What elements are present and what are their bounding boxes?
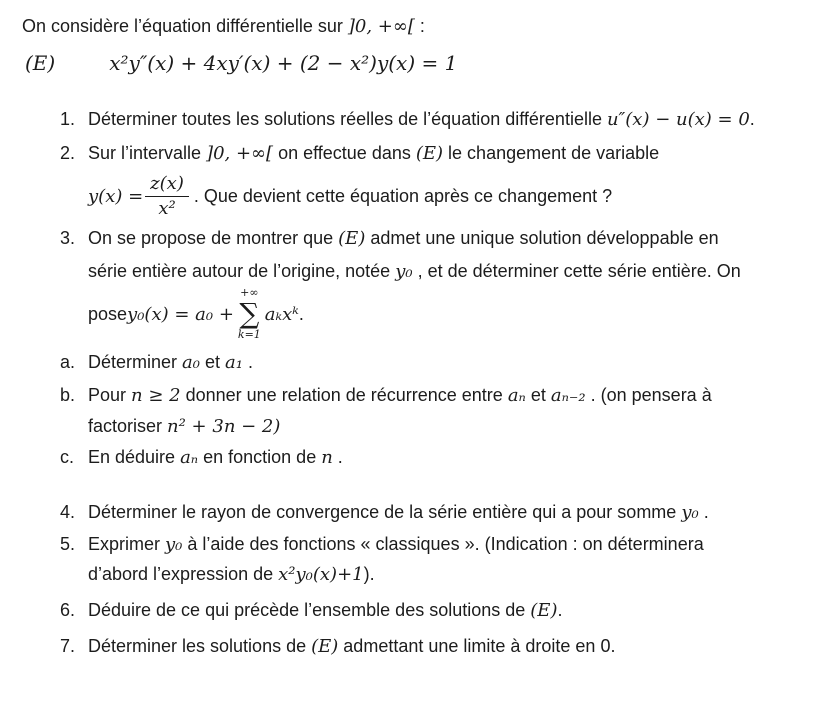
text-segment: Exprimer [88,534,166,554]
math-segment: y₀ [681,502,699,523]
item-number: 4. [60,502,76,522]
item-number: 7. [60,636,76,656]
text-segment: et [525,385,551,405]
text-segment: admet une unique solution développable en [365,228,719,248]
math-segment: aₙ₋₂ [550,385,586,406]
equation-E-line [22,50,810,76]
text-segment: en fonction de [198,447,322,467]
text-segment: . [242,352,253,372]
list-item-c [22,444,810,471]
list-item-7 [22,633,810,660]
text-segment: à l’aide des fonctions « classiques ». (Indication : on déterminera [182,534,704,554]
math-segment: a₁ [225,352,243,373]
list-item-b-line-2 [22,413,810,440]
list-item-4 [22,499,810,526]
math-segment: y(x) = [88,186,144,207]
item-number: 5. [60,534,76,554]
math-segment: (E) [338,228,366,249]
fraction-z-over-x2 [145,173,189,220]
math-segment: n² + 3n − 2) [167,416,281,437]
item-number: 2. [60,143,76,163]
text-segment: Déterminer [88,352,183,372]
text-segment: d’abord l’expression de [88,564,279,584]
math-segment: (E) [415,143,444,164]
math-segment: a₀ [182,352,200,373]
list-item-2-line-1 [22,140,810,167]
list-item-3-line-3 [22,287,810,341]
item-number: 3. [60,228,76,248]
list-item-5-line-2 [22,561,810,588]
item-number: 1. [60,109,76,129]
fraction-numerator: z(x) [145,173,189,197]
math-segment: aₙ [507,385,526,406]
text-segment: On se propose de montrer que [88,228,339,248]
summation-symbol [238,287,261,341]
text-segment: : [414,16,425,36]
math-interval: ]0, +∞[ [347,16,415,37]
math-segment: n ≥ 2 [131,385,181,406]
text-segment: série entière autour de l’origine, notée [88,261,396,281]
text-segment: Déterminer toutes les solutions réelles de l’équation différentielle [88,109,607,129]
text-segment: . [332,447,343,467]
list-item-1 [22,106,810,133]
item-number: 6. [60,600,76,620]
text-segment: admettant une limite à droite en 0. [338,636,616,656]
fraction-denominator: x² [158,198,176,219]
list-item-2-line-2 [22,173,810,220]
item-letter: b. [60,385,76,405]
math-segment: aₙ [180,447,199,468]
text-segment: Déduire de ce qui précède l’ensemble des solutions de [88,600,531,620]
text-segment: Sur l’intervalle [88,143,207,163]
math-segment: (E) [311,636,339,657]
math-segment: n [321,447,333,468]
math-segment: y₀ [395,261,413,282]
text-segment: ). [363,564,375,584]
equation-body: x²y″(x) + 4xy′(x) + (2 − x²)y(x) = 1 [109,51,458,75]
sum-upper-limit: +∞ [240,286,259,299]
item-letter: a. [60,352,76,372]
text-segment: . (on pensera à [585,385,712,405]
math-segment: u″(x) − u(x) = 0 [606,109,750,130]
text-segment: Déterminer le rayon de convergence de la série entière qui a pour somme [88,502,682,522]
math-segment: x²y₀(x)+1 [278,564,364,585]
equation-label: (E) [25,51,56,75]
text-segment: . [298,303,304,324]
text-segment: . [698,502,709,522]
list-item-5-line-1 [22,531,810,558]
text-segment: On considère l’équation différentielle sur [22,16,348,36]
text-segment: Pour [88,385,132,405]
math-segment: aₖxᵏ [264,303,299,325]
math-segment: (E) [530,600,558,621]
text-segment: donner une relation de récurrence entre [180,385,508,405]
list-item-6 [22,597,810,624]
intro-line [22,13,810,40]
text-segment: . [749,109,755,129]
text-segment: . Que devient cette équation après ce changement ? [193,186,613,206]
sum-lower-limit: k=1 [237,328,261,341]
sigma-icon: ∑ [239,297,260,330]
math-interval: ]0, +∞[ [206,143,274,164]
list-item-a [22,349,810,376]
list-item-3-line-1 [22,225,810,252]
text-segment: le changement de variable [443,143,660,163]
text-segment: on effectue dans [273,143,416,163]
math-segment: y₀ [165,534,183,555]
text-segment: factoriser [88,416,168,436]
item-letter: c. [60,447,75,467]
math-segment: y₀(x) = a₀ + [127,303,234,325]
text-segment: , et de déterminer cette série entière. On [412,261,741,281]
text-segment: Déterminer les solutions de [88,636,312,656]
text-segment: En déduire [88,447,181,467]
list-item-3-line-2 [22,258,810,285]
list-item-b-line-1 [22,382,810,409]
text-segment: . [557,600,563,620]
text-segment: pose [88,303,128,324]
text-segment: et [199,352,225,372]
